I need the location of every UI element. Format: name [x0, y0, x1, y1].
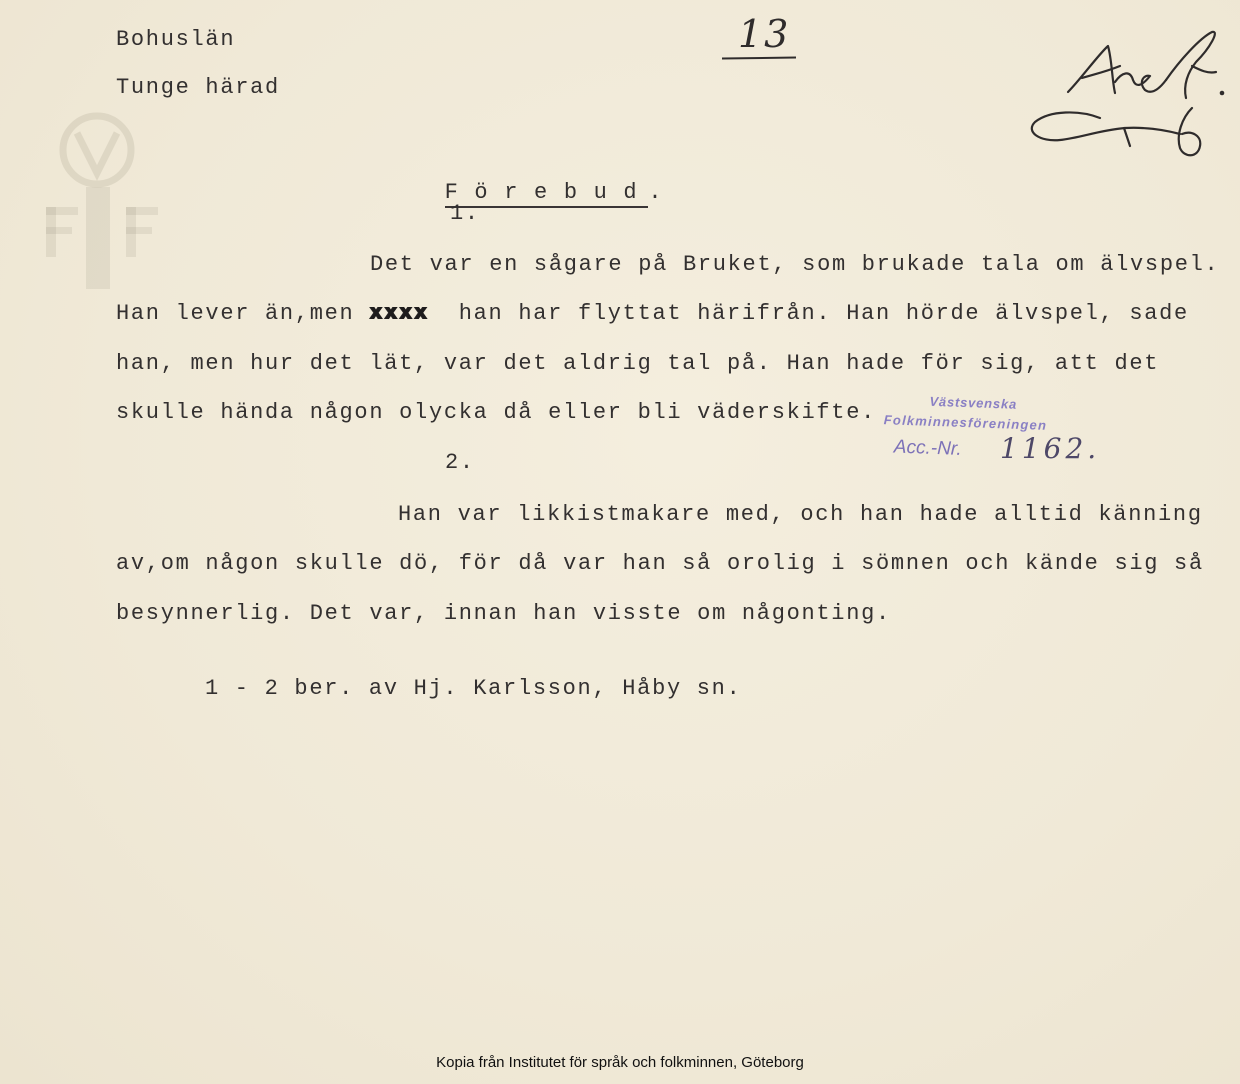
section-number: 1. — [450, 201, 480, 226]
text-line: Han var likkistmakare med, och han hade alltid känning — [398, 502, 1203, 527]
text-line: skulle hända någon olycka då eller bli väderskifte. — [116, 400, 877, 425]
document-title — [385, 151, 663, 235]
title-period: . — [648, 180, 664, 205]
stamp-acc-label: Acc.-Nr. — [893, 436, 963, 460]
section-number: 2. — [445, 450, 475, 475]
district-heading: Tunge härad — [116, 75, 280, 100]
stamp-society-line1: Västsvenska — [929, 393, 1018, 412]
stamp-society-line2: Folkminnesföreningen — [883, 412, 1048, 433]
page-number: 13 — [738, 12, 791, 56]
text-line: av,om någon skulle dö, för då var han så orolig i sömnen och kände sig så — [116, 551, 1204, 576]
title-text: F ö r e b u d — [445, 180, 649, 208]
page-number-underline — [722, 56, 796, 59]
copy-credit-footer: Kopia från Institutet för språk och folkminnen, Göteborg — [436, 1054, 804, 1071]
province-heading: Bohuslän — [116, 27, 236, 52]
struck-out-word: xxxx — [369, 301, 429, 326]
handwritten-signature-icon — [1010, 20, 1235, 170]
text-line — [116, 300, 1189, 328]
text-line: Det var en sågare på Bruket, som brukade tala om älvspel. — [370, 252, 1220, 277]
source-note: 1 - 2 ber. av Hj. Karlsson, Håby sn. — [205, 676, 742, 701]
vff-logo-watermark-icon — [30, 95, 170, 295]
text-segment: Han lever än,men — [116, 301, 370, 326]
accession-number: 1162. — [1000, 432, 1101, 465]
text-segment: han har flyttat härifrån. Han hörde älvspel, sade — [428, 301, 1189, 326]
text-line: besynnerlig. Det var, innan han visste om någonting. — [116, 601, 891, 626]
text-line: han, men hur det lät, var det aldrig tal på. Han hade för sig, att det — [116, 351, 1160, 376]
